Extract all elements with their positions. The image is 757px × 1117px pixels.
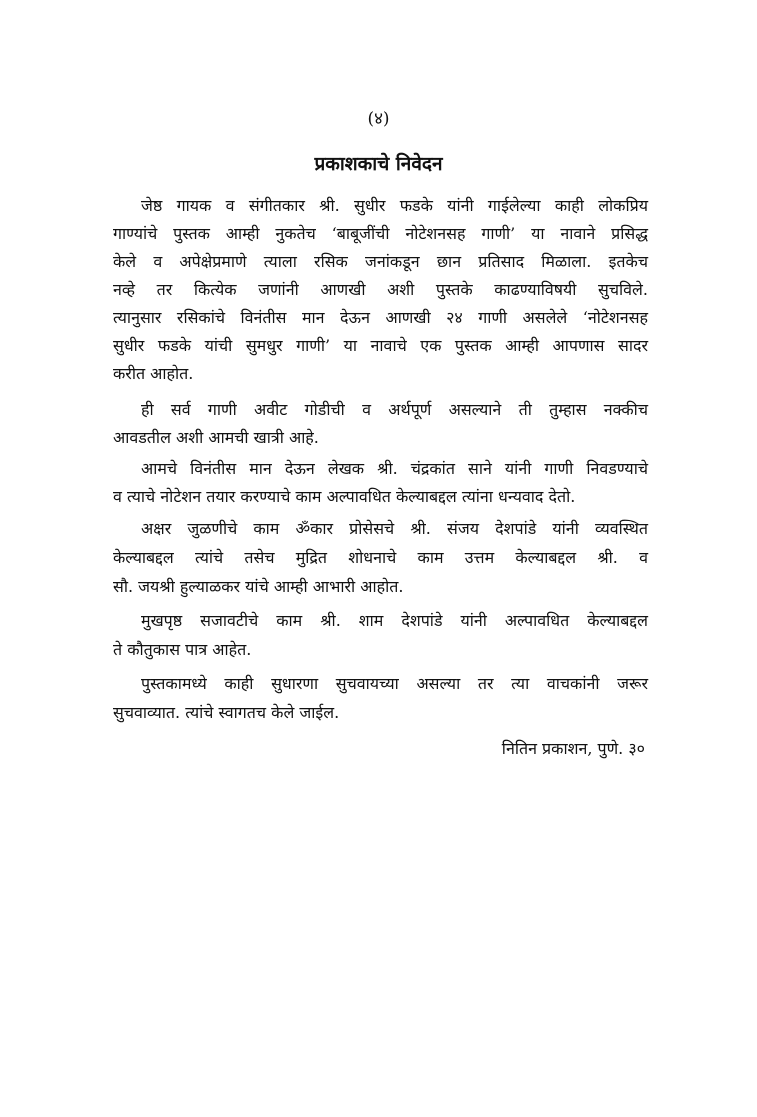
paragraph-line: व त्याचे नोटेशन तयार करण्याचे काम अल्पावधित केल्याबद्दल त्यांना धन्यवाद देतो. (113, 487, 576, 506)
paragraph-line: ही सर्व गाणी अवीट गोडीची व अर्थपूर्ण असल्याने ती तुम्हास नक्कीच (141, 400, 648, 419)
paragraph-line: पुस्तकामध्ये काही सुधारणा सुचवायच्या असल्या तर त्या वाचकांनी जरूर (141, 674, 648, 693)
paragraph-line: केल्याबद्दल त्यांचे तसेच मुद्रित शोधनाचे काम उत्तम केल्याबद्दल श्री. व (113, 548, 648, 567)
paragraph-line: जेष्ठ गायक व संगीतकार श्री. सुधीर फडके यांनी गाईलेल्या काही लोकप्रिय (141, 196, 648, 215)
paragraph-line: अक्षर जुळणीचे काम ॐकार प्रोसेसचे श्री. संजय देशपांडे यांनी व्यवस्थित (141, 519, 648, 538)
paragraph-line: गाण्यांचे पुस्तक आम्ही नुकतेच ‘बाबूजींची नोटेशनसह गाणी’ या नावाने प्रसिद्ध (113, 224, 648, 243)
paragraph-line: सुचवाव्यात. त्यांचे स्वागतच केले जाईल. (113, 703, 340, 722)
page-number: (४) (367, 109, 390, 129)
paragraph-line: सुधीर फडके यांची सुमधुर गाणी’ या नावाचे एक पुस्तक आम्ही आपणास सादर (113, 336, 648, 355)
page-title: प्रकाशकाचे निवेदन (314, 153, 443, 175)
paragraph-line: आवडतील अशी आमची खात्री आहे. (113, 428, 319, 447)
paragraph-line: त्यानुसार रसिकांचे विनंतीस मान देऊन आणखी २४ गाणी असलेले ‘नोटेशनसह (113, 308, 648, 327)
paragraph-line: केले व अपेक्षेप्रमाणे त्याला रसिक जनांकडून छान प्रतिसाद मिळाला. इतकेच (113, 252, 648, 271)
paragraph-line: नव्हे तर कित्येक जणांनी आणखी अशी पुस्तके काढण्याविषयी सुचविले. (113, 280, 648, 299)
paragraph-line: ते कौतुकास पात्र आहेत. (113, 640, 252, 659)
paragraph-line: मुखपृष्ठ सजावटीचे काम श्री. शाम देशपांडे यांनी अल्पावधित केल्याबद्दल (141, 611, 648, 630)
paragraph-line: सौ. जयश्री हुल्याळकर यांचे आम्ही आभारी आहोत. (113, 577, 404, 596)
signature: नितिन प्रकाशन, पुणे. ३० (501, 739, 645, 758)
paragraph-line: आमचे विनंतीस मान देऊन लेखक श्री. चंद्रकांत साने यांनी गाणी निवडण्याचे (141, 459, 648, 478)
paragraph-line: करीत आहोत. (113, 364, 194, 383)
